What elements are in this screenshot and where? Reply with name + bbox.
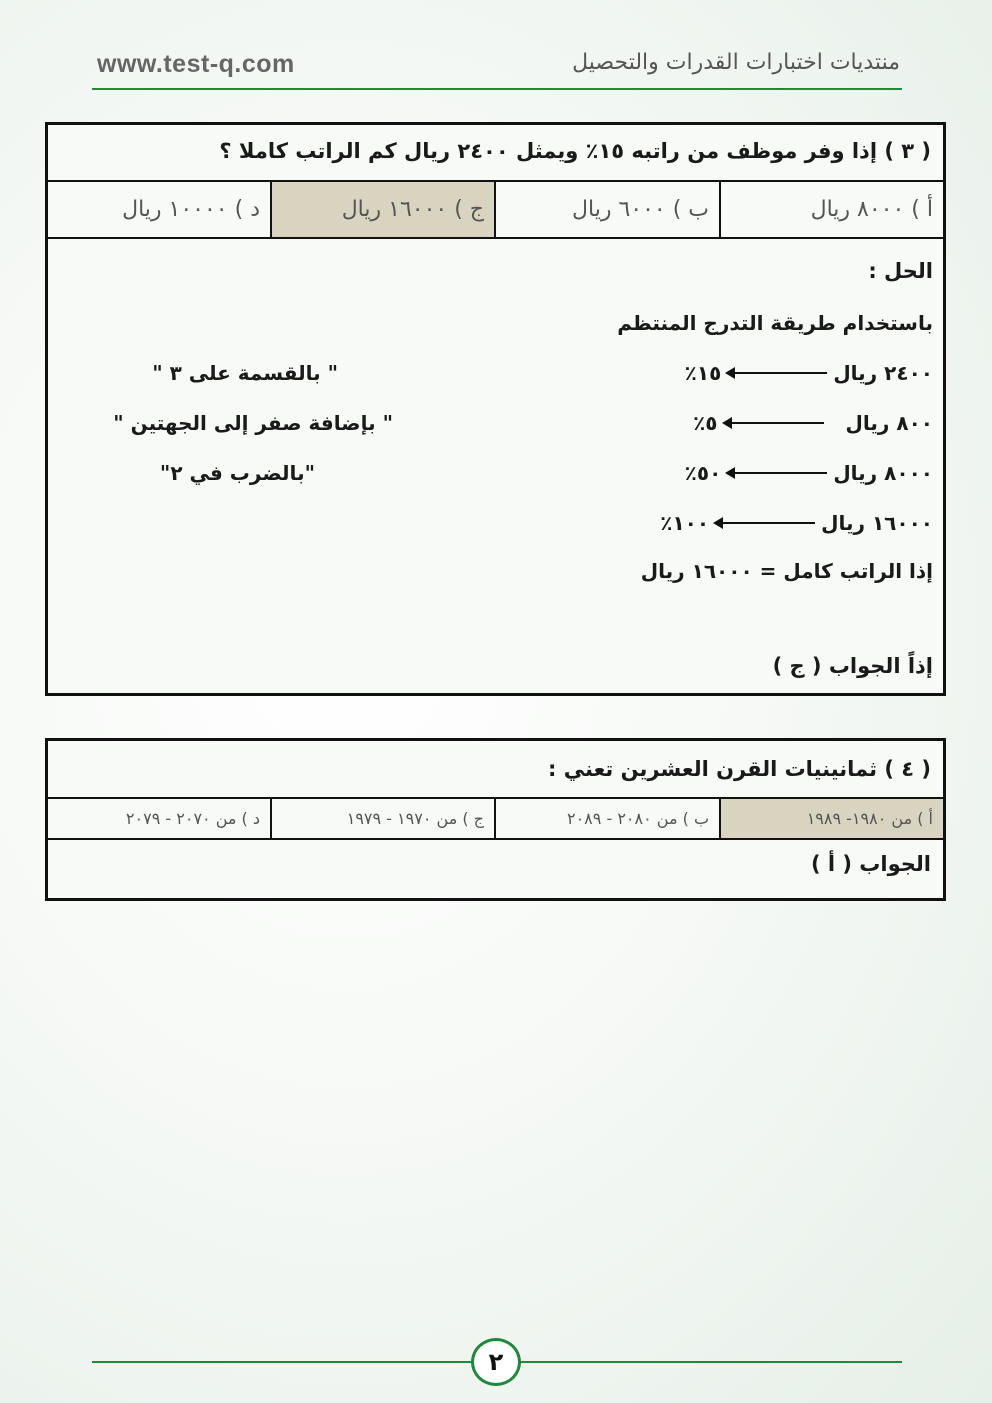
question-4-options xyxy=(48,799,943,840)
footer-divider-left xyxy=(92,1361,472,1363)
option-b[interactable]: ب ) من ٢٠٨٠ - ٢٠٨٩ xyxy=(494,799,719,838)
step-note: "بالضرب في ٢" xyxy=(159,461,315,485)
step-note: " بالقسمة على ٣ " xyxy=(152,361,338,385)
question-4-answer: الجواب ( أ ) xyxy=(810,852,931,876)
step-percent: ٥٪ xyxy=(693,411,718,435)
step-2 xyxy=(693,411,933,435)
step-percent: ١٠٠٪ xyxy=(660,511,710,535)
solution-method: باستخدام طريقة التدرج المنتظم xyxy=(617,311,933,335)
arrow-icon xyxy=(727,372,827,374)
step-percent: ٥٠٪ xyxy=(684,461,722,485)
step-amount: ٢٤٠٠ ريال xyxy=(833,361,933,385)
option-b[interactable]: ب ) ٦٠٠٠ ريال xyxy=(494,182,719,237)
step-amount: ١٦٠٠٠ ريال xyxy=(821,511,933,535)
arrow-icon xyxy=(724,422,824,424)
option-c[interactable]: ج ) من ١٩٧٠ - ١٩٧٩ xyxy=(270,799,494,838)
option-c-selected[interactable]: ج ) ١٦٠٠٠ ريال xyxy=(270,182,494,237)
solution-label: الحل : xyxy=(868,259,933,283)
arrow-icon xyxy=(727,472,827,474)
solution-section xyxy=(48,239,943,689)
header-divider xyxy=(92,88,902,90)
option-d[interactable]: د ) من ٢٠٧٠ - ٢٠٧٩ xyxy=(125,809,260,828)
question-3-options xyxy=(48,182,943,239)
question-4-text: ( ٤ ) ثمانينيات القرن العشرين تعني : xyxy=(48,741,943,799)
page-number: ٢ xyxy=(471,1338,521,1386)
step-percent: ١٥٪ xyxy=(684,361,722,385)
question-4-box xyxy=(45,738,946,901)
step-note: " بإضافة صفر إلى الجهتين " xyxy=(113,411,393,435)
step-3 xyxy=(685,461,933,485)
solution-answer: إذاً الجواب ( ج ) xyxy=(772,654,933,678)
step-4 xyxy=(660,511,933,535)
site-title: منتديات اختبارات القدرات والتحصيل xyxy=(572,50,900,75)
option-d[interactable]: د ) ١٠٠٠٠ ريال xyxy=(122,197,260,222)
site-url[interactable]: www.test-q.com xyxy=(97,50,295,78)
solution-result: إذا الراتب كامل = ١٦٠٠٠ ريال xyxy=(640,559,933,583)
question-3-box xyxy=(45,122,946,696)
option-a-selected[interactable]: أ ) من ١٩٨٠- ١٩٨٩ xyxy=(719,799,943,838)
step-amount: ٨٠٠٠ ريال xyxy=(833,461,933,485)
step-amount: ٨٠٠ ريال xyxy=(845,411,933,435)
option-a[interactable]: أ ) ٨٠٠٠ ريال xyxy=(719,182,943,237)
footer-divider-right xyxy=(520,1361,902,1363)
arrow-icon xyxy=(715,522,815,524)
question-3-text: ( ٣ ) إذا وفر موظف من راتبه ١٥٪ ويمثل ٢٤٠٠ ريال كم الراتب كاملا ؟ xyxy=(48,125,943,182)
step-1 xyxy=(685,361,933,385)
